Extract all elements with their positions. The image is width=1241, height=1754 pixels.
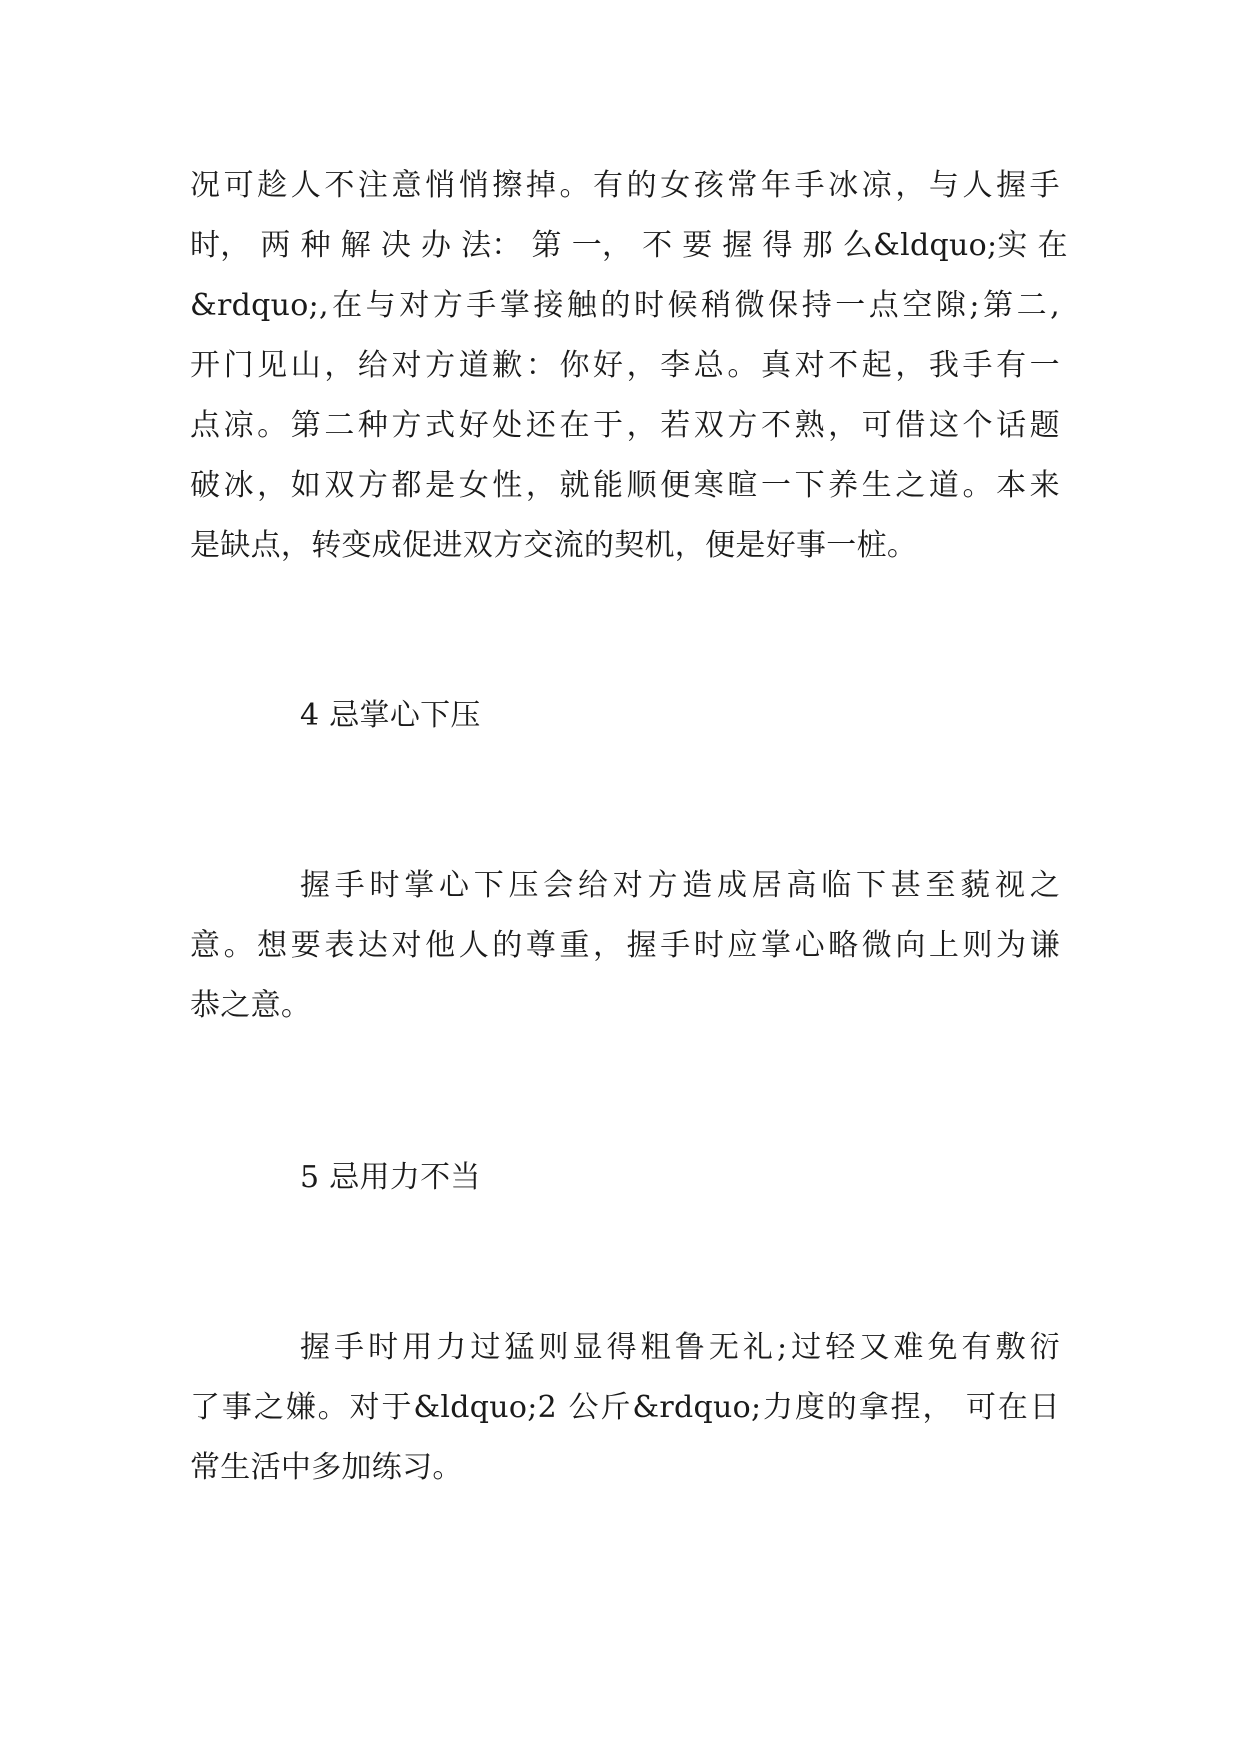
paragraph-line: 握手时掌心下压会给对方造成居高临下甚至藐视之 xyxy=(300,868,1060,903)
paragraph-line: 开门见山，给对方道歉：你好，李总。真对不起，我手有一 xyxy=(190,348,1060,383)
paragraph-line: 点凉。第二种方式好处还在于，若双方不熟，可借这个话题 xyxy=(190,408,1060,443)
section-heading: 5 忌用力不当 xyxy=(300,1160,481,1195)
paragraph-line: 常生活中多加练习。 xyxy=(190,1450,463,1485)
paragraph-line: 了事之嫌。对于&ldquo;2 公斤&rdquo;力度的拿捏， 可在日 xyxy=(190,1390,1060,1425)
paragraph-line: 时， 两 种 解 决 办 法： 第 一， 不 要 握 得 那 么&ldquo;实 在 xyxy=(190,228,1068,263)
paragraph-line: 破冰，如双方都是女性，就能顺便寒暄一下养生之道。本来 xyxy=(190,468,1060,503)
paragraph-line: 恭之意。 xyxy=(190,988,312,1023)
paragraph-line: 是缺点，转变成促进双方交流的契机，便是好事一桩。 xyxy=(190,528,918,563)
paragraph-line: &rdquo;,在与对方手掌接触的时候稍微保持一点空隙;第二, xyxy=(190,288,1060,323)
section-heading: 4 忌掌心下压 xyxy=(300,698,481,733)
paragraph-line: 握手时用力过猛则显得粗鲁无礼;过轻又难免有敷衍 xyxy=(300,1330,1060,1365)
paragraph-line: 况可趁人不注意悄悄擦掉。有的女孩常年手冰凉，与人握手 xyxy=(190,168,1060,203)
paragraph-line: 意。想要表达对他人的尊重，握手时应掌心略微向上则为谦 xyxy=(190,928,1060,963)
